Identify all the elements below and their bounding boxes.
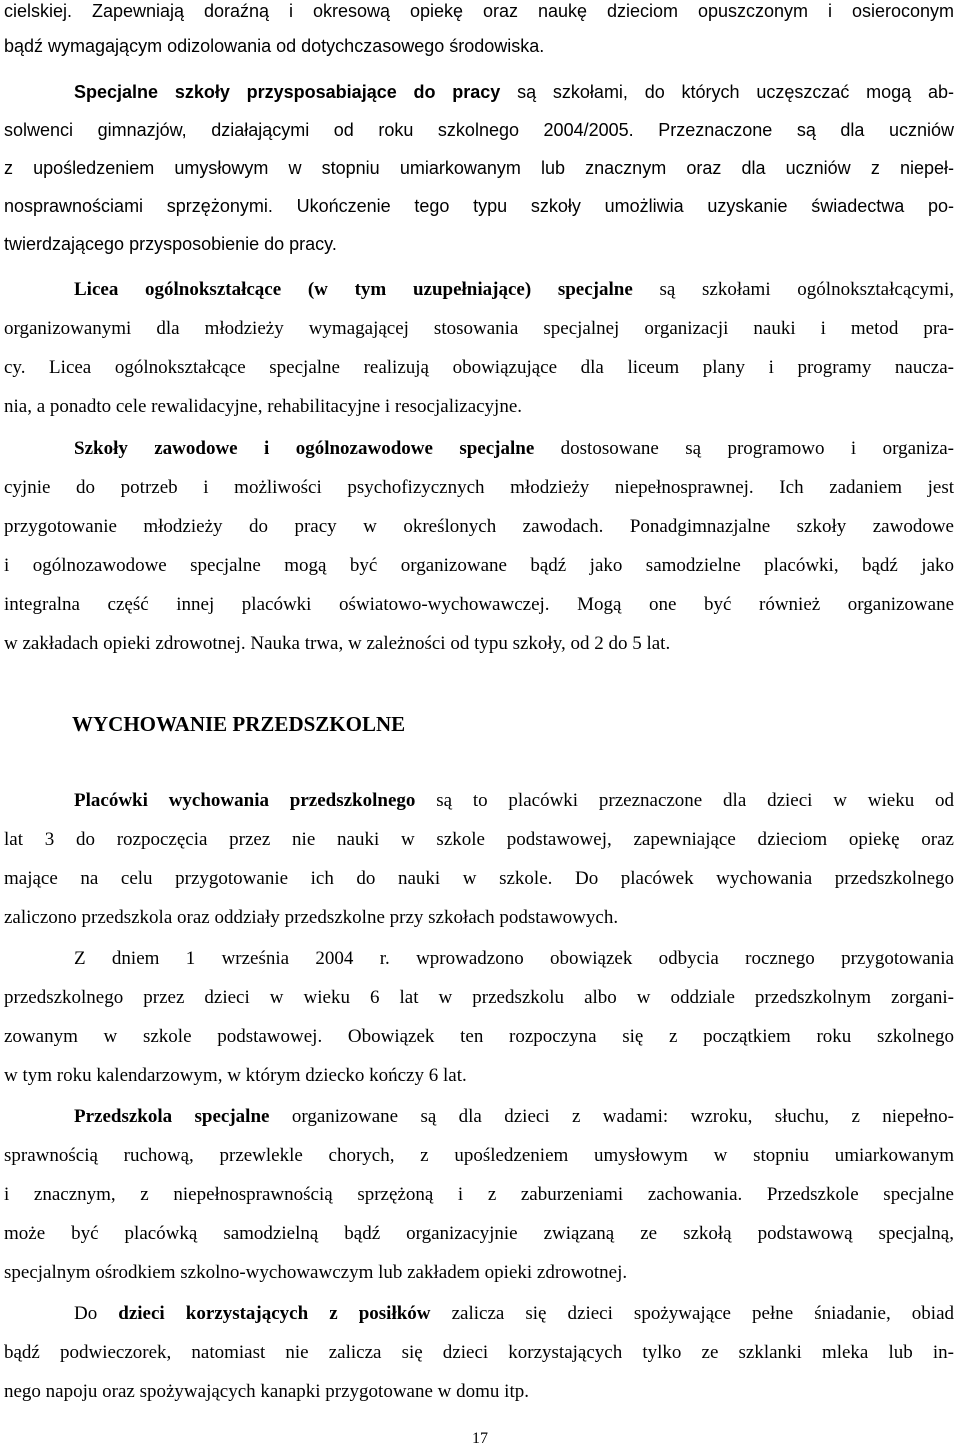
text-line: i znacznym, z niepełnosprawnością sprzężoną i z zaburzeniami zachowania. Przedszkole specjalne bbox=[4, 1184, 954, 1205]
text-line: przedszkolnego przez dzieci w wieku 6 lat w przedszkolu albo w oddziale przedszkolnym zorgani- bbox=[4, 987, 954, 1008]
text-line: Przedszkola specjalne organizowane są dla dzieci z wadami: wzroku, słuchu, z niepełno- bbox=[74, 1106, 955, 1127]
text-line: twierdzającego przysposobienie do pracy. bbox=[4, 234, 337, 254]
bold-term: Placówki wychowania przedszkolnego bbox=[74, 790, 416, 811]
text-line: integralna część innej placówki oświatowo-wychowawczej. Mogą one być również organizowane bbox=[4, 594, 954, 615]
text-line: cy. Licea ogólnokształcące specjalne realizują obowiązujące dla liceum plany i programy naucza- bbox=[4, 357, 954, 378]
text-line: i ogólnozawodowe specjalne mogą być organizowane bądź jako samodzielne placówki, bądź jako bbox=[4, 555, 954, 576]
text-line: może być placówką samodzielną bądź organizacyjnie związaną ze szkołą podstawową specjalną, bbox=[4, 1223, 954, 1244]
bold-term: Szkoły zawodowe i ogólnozawodowe specjalne bbox=[74, 438, 535, 459]
text-line: Licea ogólnokształcące (w tym uzupełniające) specjalne są szkołami ogólnokształcącymi, bbox=[74, 279, 954, 300]
text-line: sprawnością ruchową, przewlekle chorych, z upośledzeniem umysłowym w stopniu umiarkowanym bbox=[4, 1145, 954, 1166]
text-line: organizowanymi dla młodzieży wymagającej stosowania specjalnej organizacji nauki i metod pra- bbox=[4, 318, 954, 339]
text-line: cielskiej. Zapewniają doraźną i okresową opiekę oraz naukę dzieciom opuszczonym i osieroconym bbox=[4, 1, 954, 21]
text-line: Z dniem 1 września 2004 r. wprowadzono obowiązek odbycia rocznego przygotowania bbox=[74, 948, 954, 969]
text-line: solwenci gimnazjów, działającymi od roku szkolnego 2004/2005. Przeznaczone są dla uczniów bbox=[4, 120, 954, 140]
text-line: w zakładach opieki zdrowotnej. Nauka trwa, w zależności od typu szkoły, od 2 do 5 lat. bbox=[4, 633, 671, 654]
text-line: Szkoły zawodowe i ogólnozawodowe specjalne dostosowane są programowo i organiza- bbox=[74, 438, 954, 459]
text-line: z upośledzeniem umysłowym w stopniu umiarkowanym lub znacznym oraz dla uczniów z niepeł- bbox=[4, 158, 954, 178]
bold-term: Specjalne szkoły przysposabiające do pracy bbox=[74, 82, 501, 102]
section-heading: WYCHOWANIE PRZEDSZKOLNE bbox=[72, 712, 406, 736]
text-line: lat 3 do rozpoczęcia przez nie nauki w szkole podstawowej, zapewniające dzieciom opiekę oraz bbox=[4, 829, 954, 850]
text-line: bądź podwieczorek, natomiast nie zalicza się dzieci korzystających tylko ze szklanki mleka lub in- bbox=[4, 1342, 954, 1363]
text-line: Specjalne szkoły przysposabiające do pracy są szkołami, do których uczęszczać mogą ab- bbox=[74, 82, 954, 102]
page-number: 17 bbox=[472, 1430, 488, 1447]
bold-term: Przedszkola specjalne bbox=[74, 1106, 270, 1127]
text-line: nego napoju oraz spożywających kanapki przygotowane w domu itp. bbox=[4, 1381, 529, 1402]
text-line: mające na celu przygotowanie ich do nauki w szkole. Do placówek wychowania przedszkolnego bbox=[4, 868, 954, 889]
text-line: cyjnie do potrzeb i możliwości psychofizycznych młodzieży niepełnosprawnej. Ich zadaniem jest bbox=[4, 477, 954, 498]
text-line: zowanym w szkole podstawowej. Obowiązek ten rozpoczyna się z początkiem roku szkolnego bbox=[4, 1026, 954, 1047]
text-line: przygotowanie młodzieży do pracy w określonych zawodach. Ponadgimnazjalne szkoły zawodowe bbox=[4, 516, 954, 537]
bold-term: Licea ogólnokształcące (w tym uzupełniające) specjalne bbox=[74, 279, 633, 300]
text-line: zaliczono przedszkola oraz oddziały przedszkolne przy szkołach podstawowych. bbox=[4, 907, 619, 928]
text-line: nosprawnościami sprzężonymi. Ukończenie tego typu szkoły umożliwia uzyskanie świadectwa po- bbox=[4, 196, 954, 216]
text-line: bądź wymagającym odizolowania od dotychczasowego środowiska. bbox=[4, 36, 545, 56]
text-line: w tym roku kalendarzowym, w którym dziecko kończy 6 lat. bbox=[4, 1065, 467, 1086]
text-line: specjalnym ośrodkiem szkolno-wychowawczym lub zakładem opieki zdrowotnej. bbox=[4, 1262, 628, 1283]
text-line: Placówki wychowania przedszkolnego są to placówki przeznaczone dla dzieci w wieku od bbox=[74, 790, 955, 811]
text-line: nia, a ponadto cele rewalidacyjne, rehabilitacyjne i resocjalizacyjne. bbox=[4, 396, 523, 417]
bold-term: dzieci korzystających z posiłków bbox=[118, 1303, 431, 1324]
text-line: Do dzieci korzystających z posiłków zalicza się dzieci spożywające pełne śniadanie, obiad bbox=[74, 1303, 955, 1324]
